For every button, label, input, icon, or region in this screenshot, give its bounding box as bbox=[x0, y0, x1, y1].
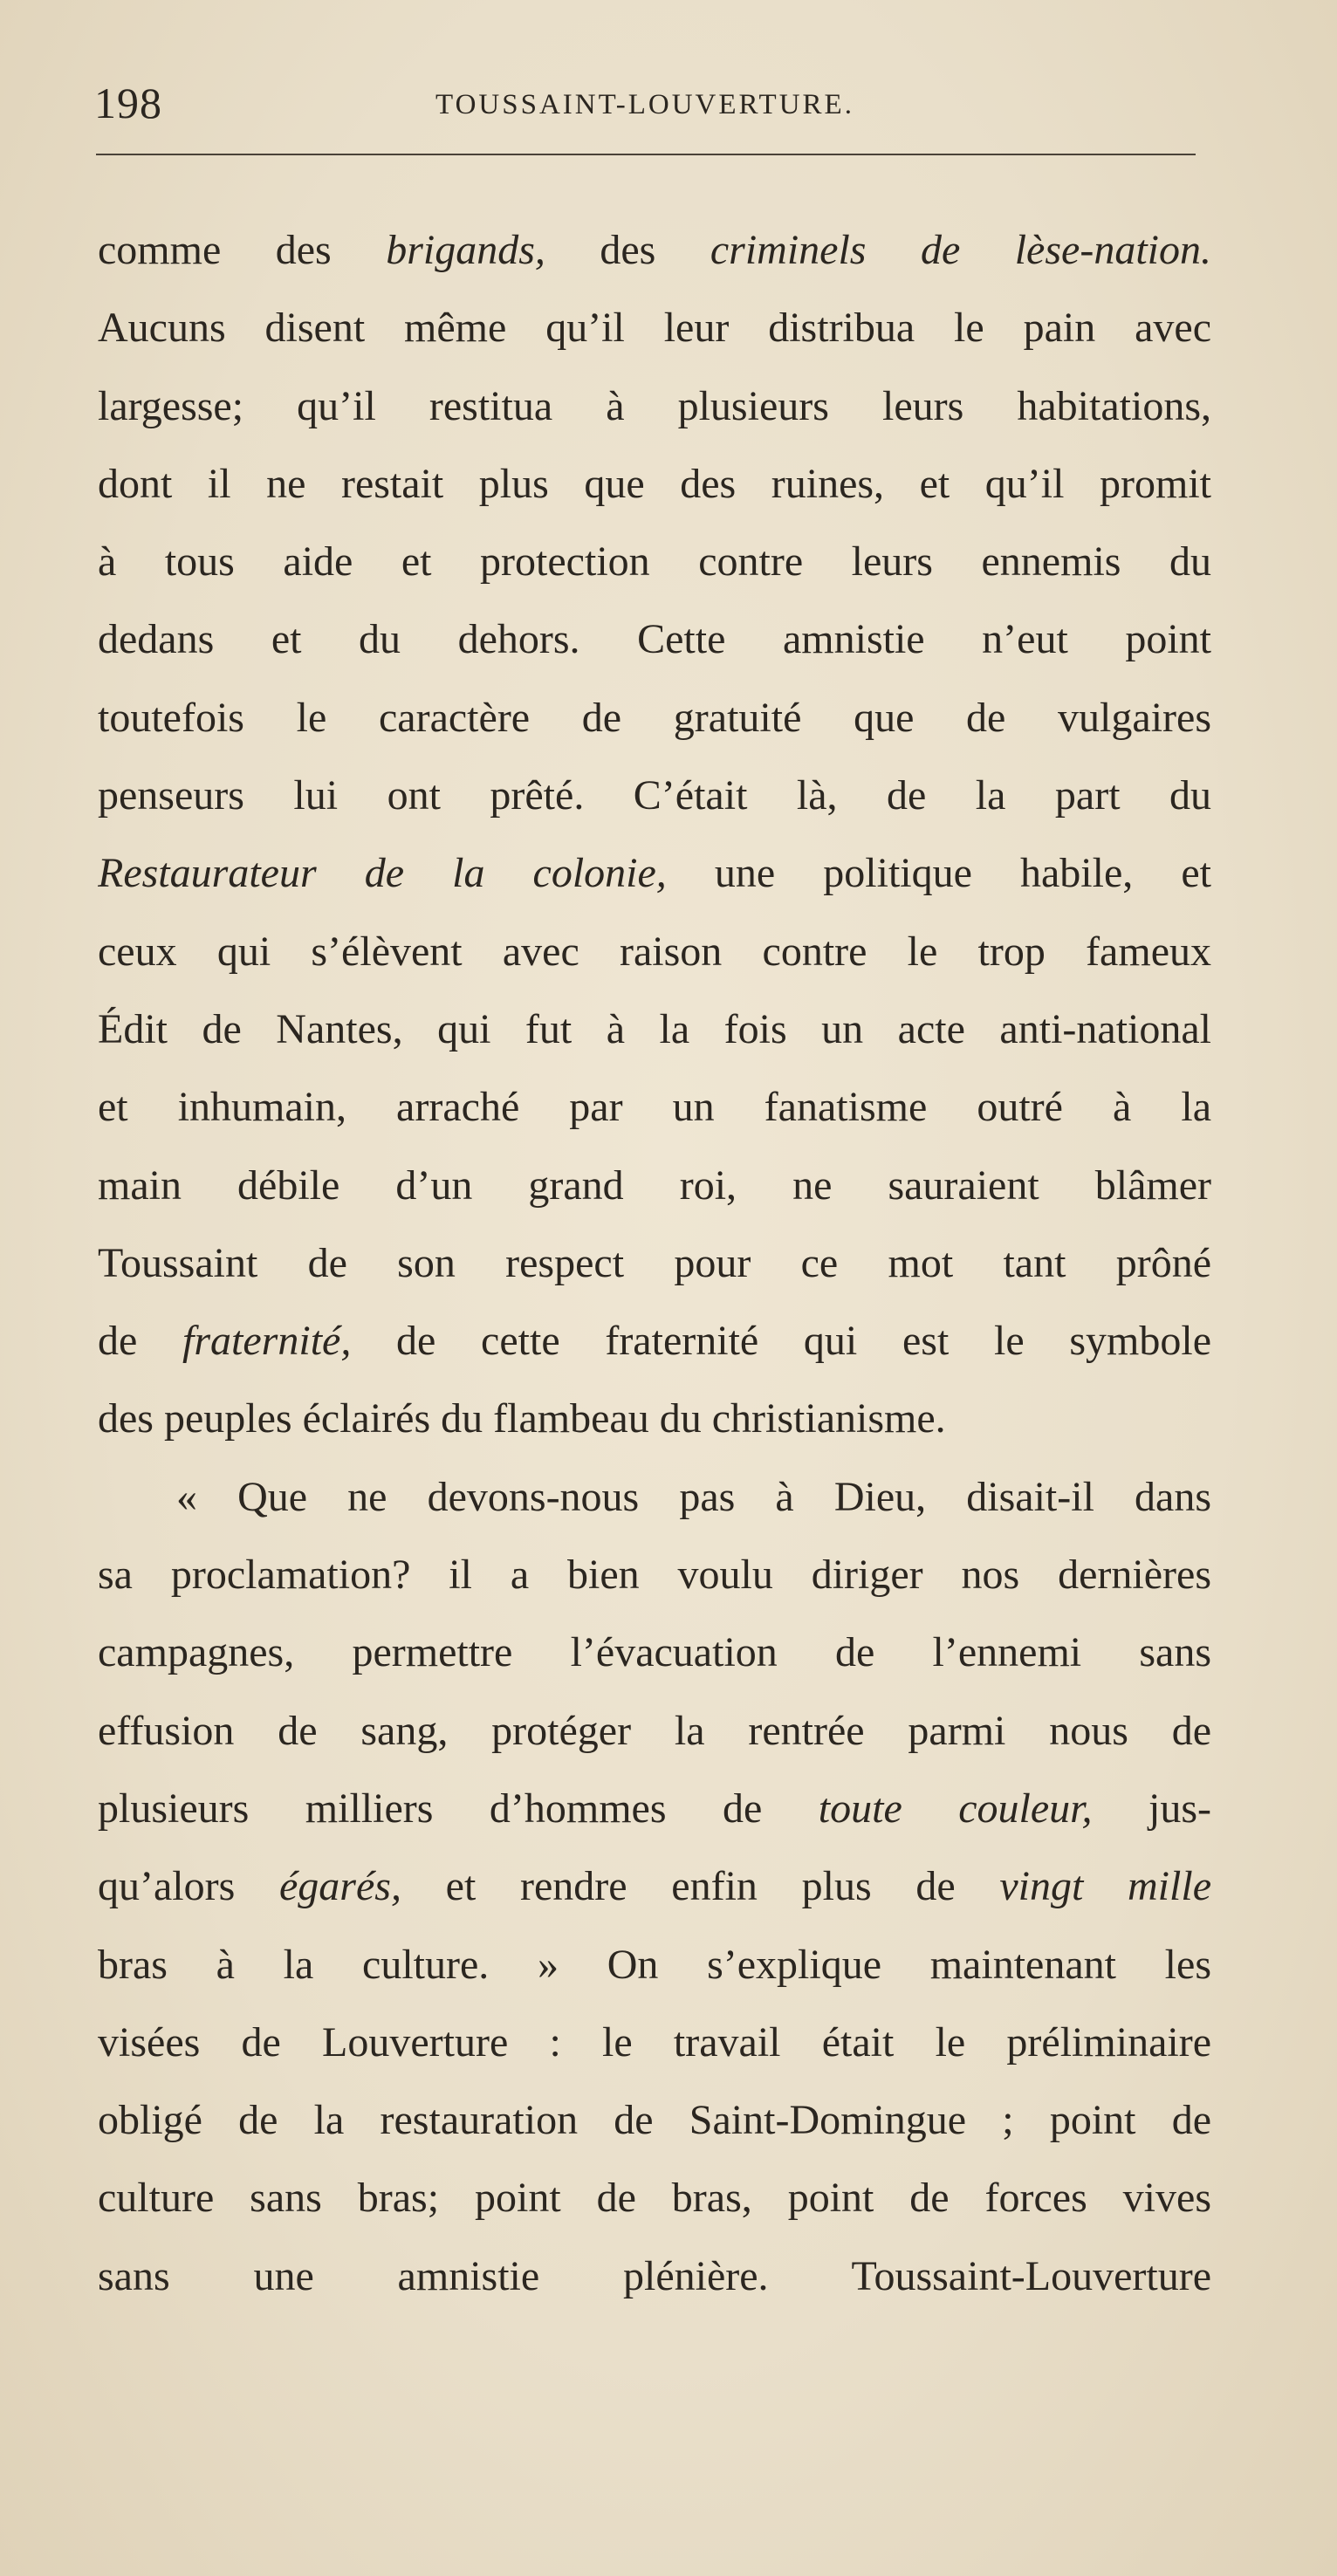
text-line: bras à la culture. » On s’explique maintenant les bbox=[98, 1941, 1211, 1988]
text-line: qu’alors égarés, et rendre enfin plus de vingt mille bbox=[98, 1863, 1211, 1910]
text-line: largesse; qu’il restitua à plusieurs leurs habitations, bbox=[98, 382, 1211, 429]
text-line: comme des brigands, des criminels de lèse-nation. bbox=[98, 227, 1211, 273]
text-line: sa proclamation? il a bien voulu diriger nos dernières bbox=[98, 1552, 1211, 1599]
text-line: effusion de sang, protéger la rentrée parmi nous de bbox=[98, 1707, 1211, 1754]
text-line: plusieurs milliers d’hommes de toute couleur, jus- bbox=[98, 1785, 1211, 1832]
text-line: de fraternité, de cette fraternité qui est le symbole bbox=[98, 1318, 1211, 1365]
text-line: à tous aide et protection contre leurs ennemis du bbox=[98, 538, 1211, 586]
header-rule bbox=[96, 154, 1196, 155]
text-line: Aucuns disent même qu’il leur distribua le pain avec bbox=[98, 305, 1211, 352]
text-line: et inhumain, arraché par un fanatisme outré à la bbox=[98, 1084, 1211, 1131]
page-number: 198 bbox=[94, 79, 162, 127]
text-line: sans une amnistie plénière. Toussaint-Louverture bbox=[98, 2252, 1211, 2299]
page-header bbox=[94, 77, 1196, 129]
text-line: visées de Louverture : le travail était le préliminaire bbox=[98, 2018, 1211, 2066]
text-line: toutefois le caractère de gratuité que de vulgaires bbox=[98, 694, 1211, 741]
text-line: dedans et du dehors. Cette amnistie n’eut point bbox=[98, 616, 1211, 663]
text-line: dont il ne restait plus que des ruines, et qu’il promit bbox=[98, 460, 1211, 507]
text-line: obligé de la restauration de Saint-Domingue ; point de bbox=[98, 2097, 1211, 2144]
text-line: culture sans bras; point de bras, point de forces vives bbox=[98, 2175, 1211, 2222]
text-line: Édit de Nantes, qui fut à la fois un acte anti-national bbox=[98, 1005, 1211, 1052]
text-line: Restaurateur de la colonie, une politique habile, et bbox=[98, 850, 1211, 897]
text-line: main débile d’un grand roi, ne sauraient blâmer bbox=[98, 1161, 1211, 1209]
text-line: campagnes, permettre l’évacuation de l’ennemi sans bbox=[98, 1629, 1211, 1676]
text-line: des peuples éclairés du flambeau du christianisme. bbox=[98, 1395, 946, 1442]
body-text bbox=[98, 211, 1211, 2315]
text-line: « Que ne devons-nous pas à Dieu, disait-il dans bbox=[176, 1473, 1211, 1520]
text-line: Toussaint de son respect pour ce mot tant prôné bbox=[98, 1239, 1211, 1286]
text-line: penseurs lui ont prêté. C’était là, de la part du bbox=[98, 772, 1211, 819]
running-title: TOUSSAINT-LOUVERTURE. bbox=[435, 89, 854, 120]
text-line: ceux qui s’élèvent avec raison contre le trop fameux bbox=[98, 928, 1211, 975]
